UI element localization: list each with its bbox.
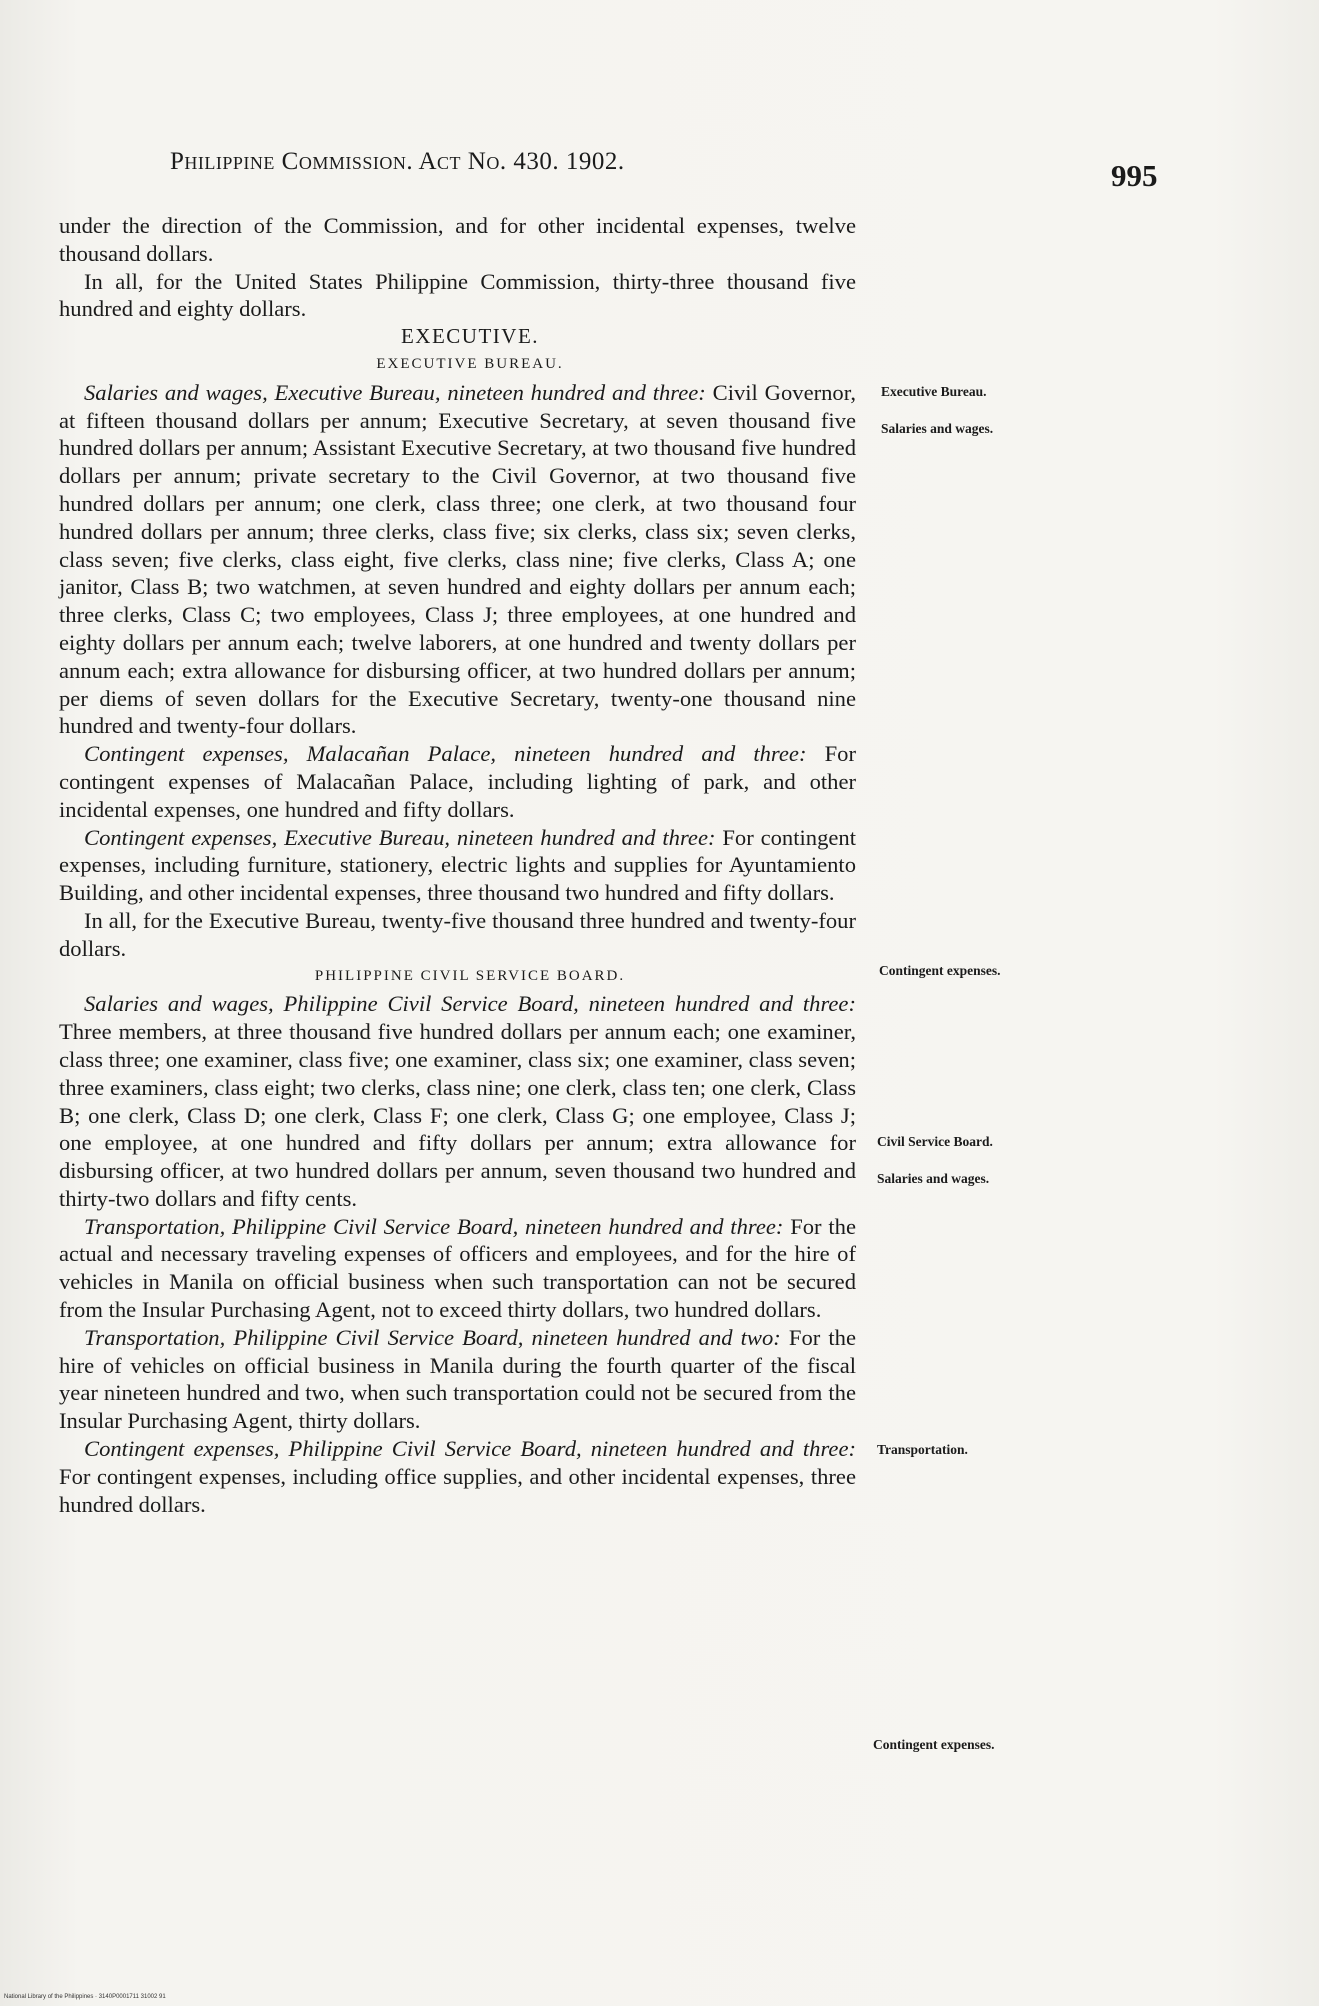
paragraph-transport-1903: [59, 1213, 856, 1324]
paragraph-commission-expenses: under the direction of the Commission, and for other incidental expenses, twelve thousand dollars.: [59, 213, 856, 266]
margin-note-contingent-expenses: Contingent expenses.: [873, 1737, 995, 1752]
margin-note-contingent-expenses: Contingent expenses.: [879, 963, 1001, 978]
paragraph-transport-1902: [59, 1324, 856, 1435]
paragraph-body: For contingent expenses, including office supplies, and other incidental expenses, three hundred dollars.: [59, 1463, 856, 1517]
paragraph-lead-italic: Contingent expenses, Malacañan Palace, nineteen hundred and three:: [84, 741, 807, 767]
paragraph-lead-italic: Salaries and wages, Executive Bureau, nineteen hundred and three:: [84, 379, 706, 405]
paragraph-commission-total: In all, for the United States Philippine Commission, thirty-three thousand five hundred and eighty dollars.: [59, 268, 856, 322]
paragraph-body: Civil Governor, at fifteen thousand dollars per annum; Executive Secretary, at seven thousand five hundred dollars per annum; Assistant Executive Secretary, at two thousand five hundred dollars per annum; private secretary to the Civil Governor, at two thousand five hundred dollars per annum; one clerk, class three; one clerk, at two thousand four hundred dollars per annum; three clerks, class five; six clerks, class six; seven clerks, class seven; five clerks, class eight, five clerks, class nine; five clerks, Class A; one janitor, Class B; two watchmen, at seven hundred and eighty dollars per annum each; three clerks, Class C; two employees, Class J; three employees, at one hundred and eighty dollars per annum each; twelve laborers, at one hundred and twenty dollars per annum each; extra allowance for disbursing officer, at two hundred dollars per annum; per diems of seven dollars for the Executive Secretary, twenty-one thousand nine hundred and twenty-four dollars.: [59, 379, 856, 739]
paragraph-executive-salaries: [59, 379, 856, 740]
paragraph-body: For the hire of vehicles on official business in Manila during the fourth quarter of the fiscal year nineteen hundred and two, when such transportation could not be secured from the Insular Purchasing Agent, thirty dollars.: [59, 1324, 856, 1434]
heading-civil-service-board: PHILIPPINE CIVIL SERVICE BOARD.: [314, 967, 626, 984]
margin-note-executive-bureau: Executive Bureau.: [881, 384, 987, 399]
paragraph-executive-total: In all, for the Executive Bureau, twenty-five thousand three hundred and twenty-four dollars.: [59, 907, 856, 961]
paragraph-lead-italic: Salaries and wages, Philippine Civil Service Board, nineteen hundred and three:: [84, 991, 856, 1017]
heading-executive: EXECUTIVE.: [400, 324, 540, 349]
paragraph-lead-italic: Transportation, Philippine Civil Service Board, nineteen hundred and three:: [84, 1213, 784, 1239]
paragraph-lead-italic: Transportation, Philippine Civil Service Board, nineteen hundred and two:: [84, 1324, 781, 1350]
paragraph-body: For contingent expenses, including furniture, stationery, electric lights and supplies for Ayuntamiento Building, and other incidental expenses, three thousand two hundred and fifty dollars.: [59, 824, 856, 906]
paragraph-civil-contingent: [59, 1435, 856, 1518]
scan-credit: National Library of the Philippines · 3140P0001711 31002 91: [4, 1994, 166, 2000]
margin-note-salaries-and-wages: Salaries and wages.: [877, 1171, 990, 1186]
body-text: [59, 212, 856, 1518]
paragraph-palace-contingent: [59, 740, 856, 823]
running-head: Philippine Commission. Act No. 430. 1902.: [170, 148, 625, 175]
paragraph-civil-salaries: [59, 990, 856, 1212]
margin-note-salaries-and-wages: Salaries and wages.: [881, 421, 994, 436]
heading-executive-bureau: EXECUTIVE BUREAU.: [376, 355, 564, 372]
paragraph-body: For contingent expenses of Malacañan Palace, including lighting of park, and other incidental expenses, one hundred and fifty dollars.: [59, 741, 856, 822]
paragraph-body: Three members, at three thousand five hundred dollars per annum each; one examiner, class three; one examiner, class five; one examiner, class six; one examiner, class seven; three examiners, class eight; two clerks, class nine; one clerk, class ten; one clerk, Class B; one clerk, Class D; one clerk, Class F; one clerk, Class G; one employee, Class J; one employee, at one hundred and fifty dollars per annum; extra allowance for disbursing officer, at two hundred dollars per annum, seven thousand two hundred and thirty-two dollars and fifty cents.: [59, 1019, 856, 1211]
margin-note-civil-service-board: Civil Service Board.: [877, 1134, 993, 1149]
page-number: 995: [1111, 158, 1158, 193]
paragraph-body: For the actual and necessary traveling expenses of officers and employees, and for the hire of vehicles in Manila on official business when such transportation can not be secured from the Insular Purchasing Agent, not to exceed thirty dollars, two hundred dollars.: [59, 1213, 856, 1323]
paragraph-executive-contingent: [59, 824, 856, 907]
margin-note-transportation: Transportation.: [877, 1442, 968, 1457]
paragraph-lead-italic: Contingent expenses, Philippine Civil Service Board, nineteen hundred and three:: [84, 1436, 856, 1462]
paragraph-lead-italic: Contingent expenses, Executive Bureau, nineteen hundred and three:: [84, 824, 716, 850]
